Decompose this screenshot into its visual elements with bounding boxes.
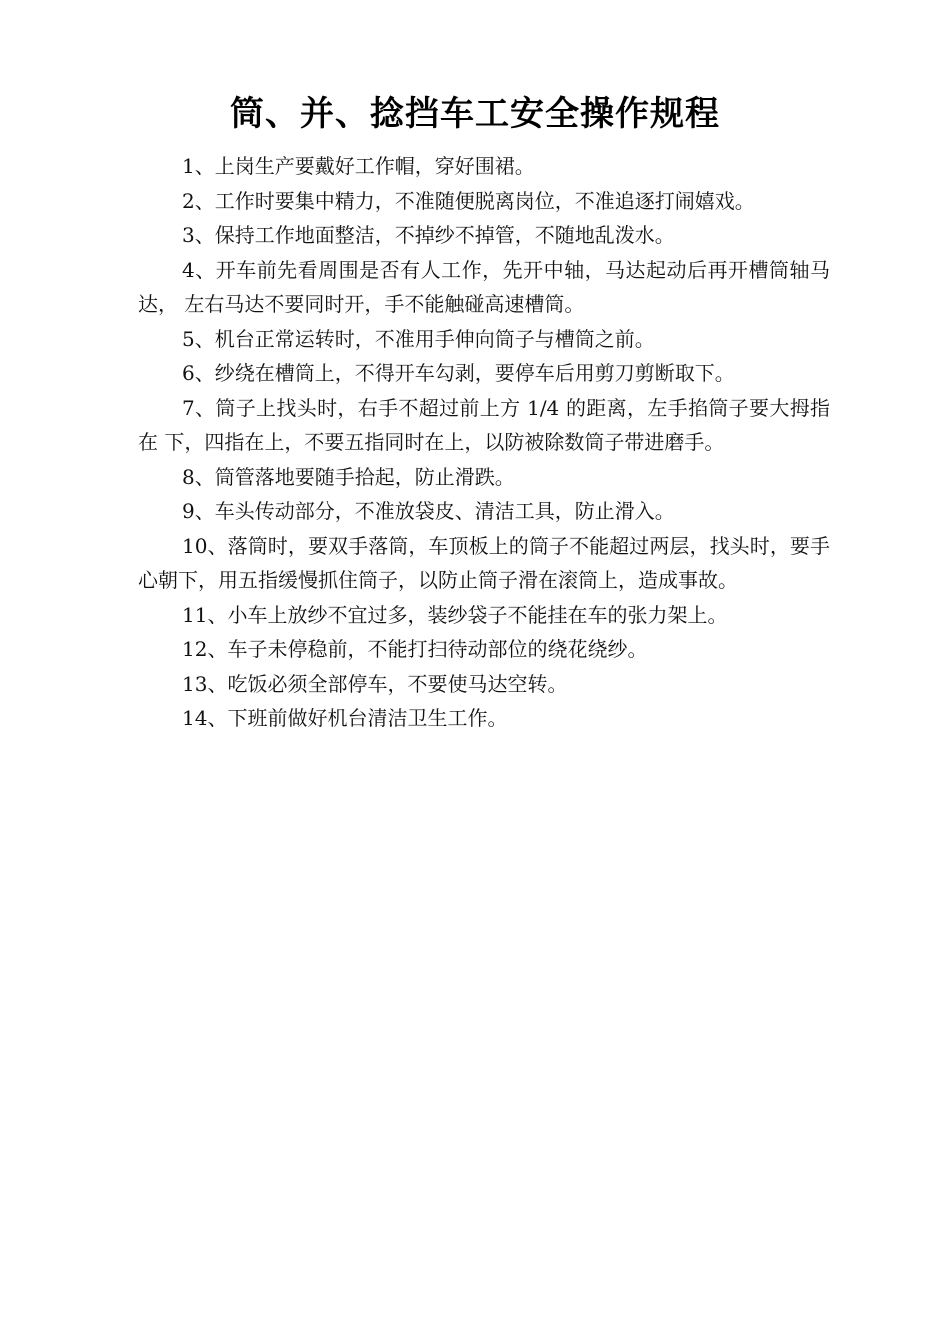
rule-item-1: 1、上岗生产要戴好工作帽，穿好围裙。 — [182, 154, 535, 178]
rule-item-7: 7、筒子上找头时，右手不超过前上方 1/4 的距离，左手掐筒子要大拇指在 下，四指在上，不要五指同时在上，以防被除数筒子带进磨手。 — [138, 395, 830, 454]
document-title: 筒、并、捻挡车工安全操作规程 — [230, 94, 720, 134]
rule-item-9: 9、车头传动部分，不准放袋皮、清洁工具，防止滑入。 — [182, 499, 675, 523]
rule-item-12: 12、车子未停稳前，不能打扫待动部位的绕花绕纱。 — [182, 637, 648, 661]
rule-item-6: 6、纱绕在槽筒上，不得开车勾剥，要停车后用剪刀剪断取下。 — [182, 361, 735, 385]
rule-item-13: 13、吃饭必须全部停车，不要使马达空转。 — [182, 671, 568, 696]
rule-item-10: 10、落筒时，要双手落筒，车顶板上的筒子不能超过两层，找头时，要手心朝下，用五指缓慢抓住筒子，以防止筒子滑在滚筒上，造成事故。 — [138, 533, 830, 592]
rule-item-5: 5、机台正常运转时，不准用手伸向筒子与槽筒之前。 — [182, 326, 655, 351]
document-body — [138, 149, 830, 736]
rule-item-3: 3、保持工作地面整洁，不掉纱不掉管，不随地乱泼水。 — [182, 223, 675, 247]
rule-item-2: 2、工作时要集中精力，不准随便脱离岗位，不准追逐打闹嬉戏。 — [182, 188, 755, 213]
rule-item-4: 4、开车前先看周围是否有人工作，先开中轴，马达起动后再开槽筒轴马达， 左右马达不要同时开，手不能触碰高速槽筒。 — [138, 257, 830, 316]
rule-item-11: 11、小车上放纱不宜过多，装纱袋子不能挂在车的张力架上。 — [182, 602, 728, 627]
rule-item-14: 14、下班前做好机台清洁卫生工作。 — [182, 706, 508, 730]
rule-item-8: 8、筒管落地要随手拾起，防止滑跌。 — [182, 464, 515, 489]
